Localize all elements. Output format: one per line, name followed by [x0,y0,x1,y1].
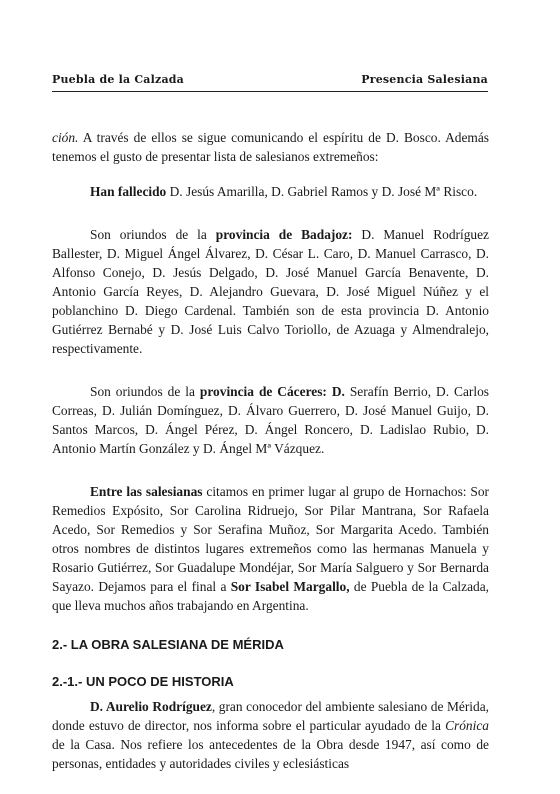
paragraph-salesianas [52,482,489,615]
subsection-heading: 2.-1.- UN POCO DE HISTORIA [52,674,234,689]
paragraph-badajoz [52,225,489,358]
paragraph-text: A través de ellos se sigue comunicando el espíritu de D. Bosco. Además tenemos el gusto de presentar lista de salesianos extremeños: [52,130,489,164]
page-body [52,128,489,773]
paragraph-text: de la Casa. Nos refiere los antecedentes de la Obra desde 1947, así como de personas, entidades y autoridades civiles y eclesiásticas [52,737,489,771]
bold-label: Han fallecido [90,184,167,199]
paragraph-text: D. Jesús Amarilla, D. Gabriel Ramos y D. José Mª Risco. [166,184,478,199]
paragraph-intro [52,128,489,166]
paragraph-caceres [52,382,489,458]
bold-name: D. Aurelio Rodríguez [90,699,212,714]
bold-label: provincia de Cáceres: D. [199,384,345,399]
paragraph-text: , gran conocedor del ambiente salesiano de Mérida, donde estuvo de director, nos informa sobre el particular ayudado de la [52,699,489,733]
italic-fragment: ción. [52,130,79,145]
paragraph-text: de Puebla de la Calzada, que lleva muchos años trabajando en Argentina. [52,579,489,613]
bold-name: Sor Isabel Margallo, [230,579,350,594]
paragraph-fallecidos [52,182,489,201]
running-header [52,73,488,86]
paragraph-text: D. Manuel Rodríguez Ballester, D. Miguel Ángel Álvarez, D. César L. Caro, D. Manuel Carrasco, D. Alfonso Conejo, D. Jesús Delgado, D. José Manuel García Benavente, D. Antonio García Reyes, D. Alejandro Guevara, D. José Miguel Núñez y el poblanchino D. Diego Cardenal. También son de esta provincia D. Antonio Gutiérrez Bernabé y D. José Luis Calvo Toriollo, de Azuaga y Almendralejo, respectivamente. [52,227,489,356]
section-heading: 2.- LA OBRA SALESIANA DE MÉRIDA [52,637,284,652]
header-rule [52,91,488,92]
paragraph-text: Son oriundos de la [90,227,216,242]
bold-label: provincia de Badajoz: [215,227,353,242]
paragraph-text: citamos en primer lugar al grupo de Hornachos: Sor Remedios Expósito, Sor Carolina Ridruejo, Sor Pilar Mantrana, Sor Rafaela Acedo, Sor Remedios y Sor Serafina Muñoz, Sor Margarita Acedo. También otros nombres de distintos lugares extremeños como las hermanas Manuela y Rosario Gutiérrez, Sor Guadalupe Mondéjar, Sor María Salguero y Sor Bernarda Sayazo. Dejamos para el final a [52,484,490,594]
italic-fragment: Crónica [445,718,489,733]
paragraph-historia [52,697,489,773]
header-right-title: Presencia Salesiana [361,73,488,86]
paragraph-text: Serafín Berrio, D. Carlos Correas, D. Julián Domínguez, D. Álvaro Guerrero, D. José Manuel Guijo, D. Santos Marcos, D. Ángel Pérez, D. Ángel Roncero, D. Ladislao Rubio, D. Antonio Martín González y D. Ángel Mª Vázquez. [52,384,489,456]
paragraph-text: Son oriundos de la [90,384,200,399]
bold-label: Entre las salesianas [90,484,203,499]
header-left-title: Puebla de la Calzada [52,73,185,86]
